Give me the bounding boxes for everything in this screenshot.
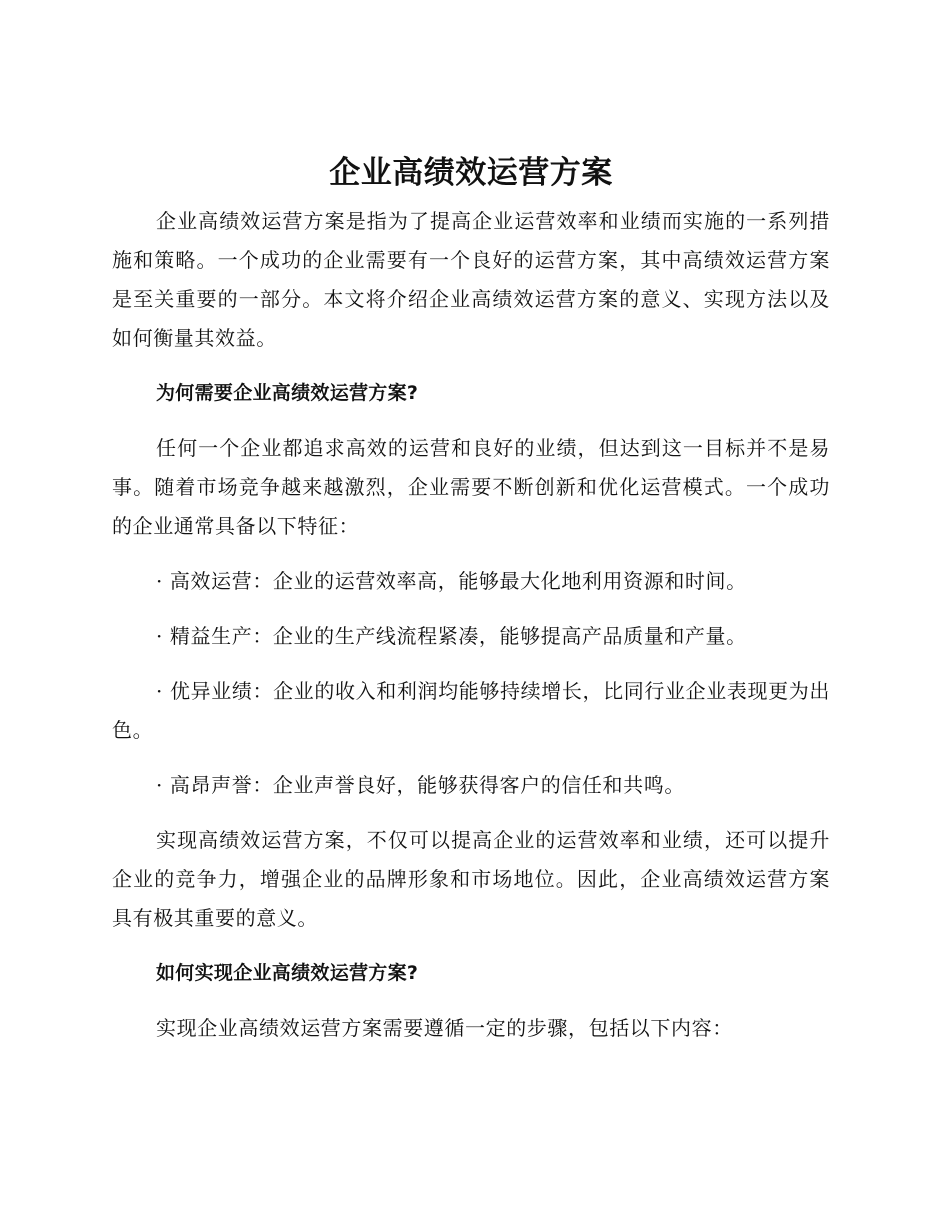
bullet-item-efficient-operations: · 高效运营：企业的运营效率高，能够最大化地利用资源和时间。	[156, 569, 747, 593]
document-page	[112, 150, 830, 1048]
bullet-item-high-reputation: · 高昂声誉：企业声誉良好，能够获得客户的信任和共鸣。	[156, 773, 685, 797]
bullet-item-excellent-performance: · 优异业绩：企业的收入和利润均能够持续增长，比同行业企业表现更为出色。	[112, 679, 830, 742]
section-paragraph-how: 实现企业高绩效运营方案需要遵循一定的步骤，包括以下内容：	[156, 1016, 733, 1040]
section-paragraph-why: 任何一个企业都追求高效的运营和良好的业绩，但达到这一目标并不是易事。随着市场竞争越来越激烈，企业需要不断创新和优化运营模式。一个成功的企业通常具备以下特征：	[112, 436, 830, 538]
section-heading-how: 如何实现企业高绩效运营方案?	[156, 962, 419, 984]
section-conclusion-why: 实现高绩效运营方案，不仅可以提高企业的运营效率和业绩，还可以提升企业的竞争力，增强企业的品牌形象和市场地位。因此，企业高绩效运营方案具有极其重要的意义。	[112, 828, 830, 930]
document-title: 企业高绩效运营方案	[329, 155, 613, 191]
section-heading-why: 为何需要企业高绩效运营方案?	[156, 382, 419, 404]
bullet-item-lean-production: · 精益生产：企业的生产线流程紧凑，能够提高产品质量和产量。	[156, 624, 747, 648]
intro-paragraph: 企业高绩效运营方案是指为了提高企业运营效率和业绩而实施的一系列措施和策略。一个成功的企业需要有一个良好的运营方案，其中高绩效运营方案是至关重要的一部分。本文将介绍企业高绩效运营方案的意义、实现方法以及如何衡量其效益。	[112, 209, 830, 350]
